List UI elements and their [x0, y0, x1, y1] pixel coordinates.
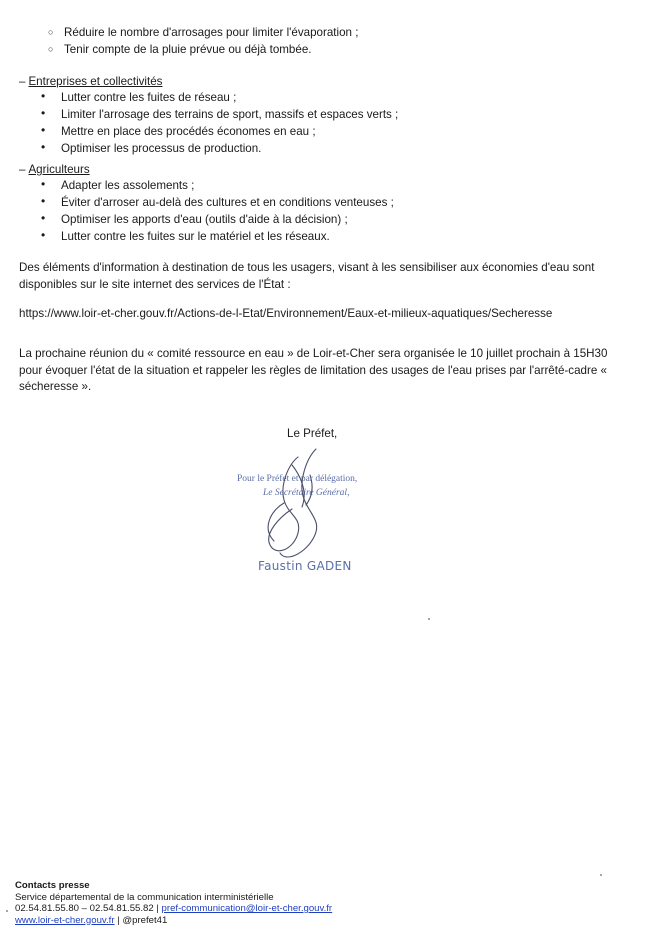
list-item: ○ Réduire le nombre d'arrosages pour limiter l'évaporation ;: [48, 26, 359, 39]
section-heading: – Entreprises et collectivités: [19, 75, 163, 88]
circle-bullet-icon: ○: [48, 27, 54, 37]
list-item: ○ Tenir compte de la pluie prévue ou déjà tombée.: [48, 43, 312, 56]
delegation-stamp-line2: Le Secrétaire Général,: [263, 488, 350, 498]
bullet-icon: •: [41, 89, 46, 103]
bullet-icon: •: [41, 123, 46, 137]
handwritten-signature: [240, 445, 360, 575]
scan-speck: [428, 618, 430, 620]
bullet-list: [41, 89, 399, 157]
footer-social: @prefet41: [122, 914, 168, 926]
list-item: • Limiter l'arrosage des terrains de sport, massifs et espaces verts ;: [41, 106, 399, 121]
footer-separator: |: [117, 914, 120, 926]
footer-phones: 02.54.81.55.80 – 02.54.81.55.82: [15, 903, 154, 914]
footer-website-link[interactable]: www.loir-et-cher.gouv.fr: [15, 914, 115, 926]
sub-list: [48, 24, 359, 58]
bullet-icon: •: [41, 140, 46, 154]
signatory-name: Faustin GADEN: [258, 559, 352, 573]
delegation-stamp-line1: Pour le Préfet et par délégation,: [237, 474, 358, 484]
scan-speck: [6, 910, 8, 912]
bullet-icon: •: [41, 106, 46, 120]
bullet-icon: •: [41, 228, 46, 242]
bullet-icon: •: [41, 194, 46, 208]
footer-contact-line: [15, 903, 332, 915]
meeting-paragraph: La prochaine réunion du « comité ressource en eau » de Loir-et-Cher sera organisée le 10 juillet prochain à 15H30 pour évoquer l'état de la situation et rappeler les règles de limitation des usages de l'eau prises par l'arrêté-cadre « sécheresse ».: [19, 347, 608, 393]
signatory-title: Le Préfet,: [287, 427, 338, 440]
list-item: • Lutter contre les fuites sur le matériel et les réseaux.: [41, 228, 330, 243]
list-item: • Lutter contre les fuites de réseau ;: [41, 89, 237, 104]
website-url[interactable]: https://www.loir-et-cher.gouv.fr/Actions-de-l-Etat/Environnement/Eaux-et-milieux-aquatiques/Secheresse: [19, 307, 553, 320]
footer-service: Service départemental de la communication interministérielle: [15, 891, 274, 903]
circle-bullet-icon: ○: [48, 44, 54, 54]
list-item: • Éviter d'arroser au-delà des cultures et en conditions venteuses ;: [41, 194, 394, 209]
bullet-icon: •: [41, 177, 46, 191]
list-item: • Adapter les assolements ;: [41, 177, 195, 192]
footer-email-link[interactable]: pref-communication@loir-et-cher.gouv.fr: [161, 903, 333, 914]
bullet-list: [41, 177, 394, 245]
footer-heading: Contacts presse: [15, 880, 90, 891]
bullet-icon: •: [41, 211, 46, 225]
footer-separator: |: [156, 903, 159, 914]
section-heading: – Agriculteurs: [19, 163, 90, 176]
info-paragraph: Des éléments d'information à destination de tous les usagers, visant à les sensibiliser aux économies d'eau sont disponibles sur le site internet des services de l'État :: [19, 261, 595, 291]
list-item: • Optimiser les apports d'eau (outils d'aide à la décision) ;: [41, 211, 348, 226]
scan-speck: [600, 874, 602, 876]
press-contacts: [15, 880, 332, 926]
section-title: Entreprises et collectivités: [28, 75, 163, 88]
list-item: • Mettre en place des procédés économes en eau ;: [41, 123, 316, 138]
list-item: • Optimiser les processus de production.: [41, 140, 262, 155]
section-title: Agriculteurs: [28, 163, 90, 176]
footer-web-line: [15, 915, 332, 927]
